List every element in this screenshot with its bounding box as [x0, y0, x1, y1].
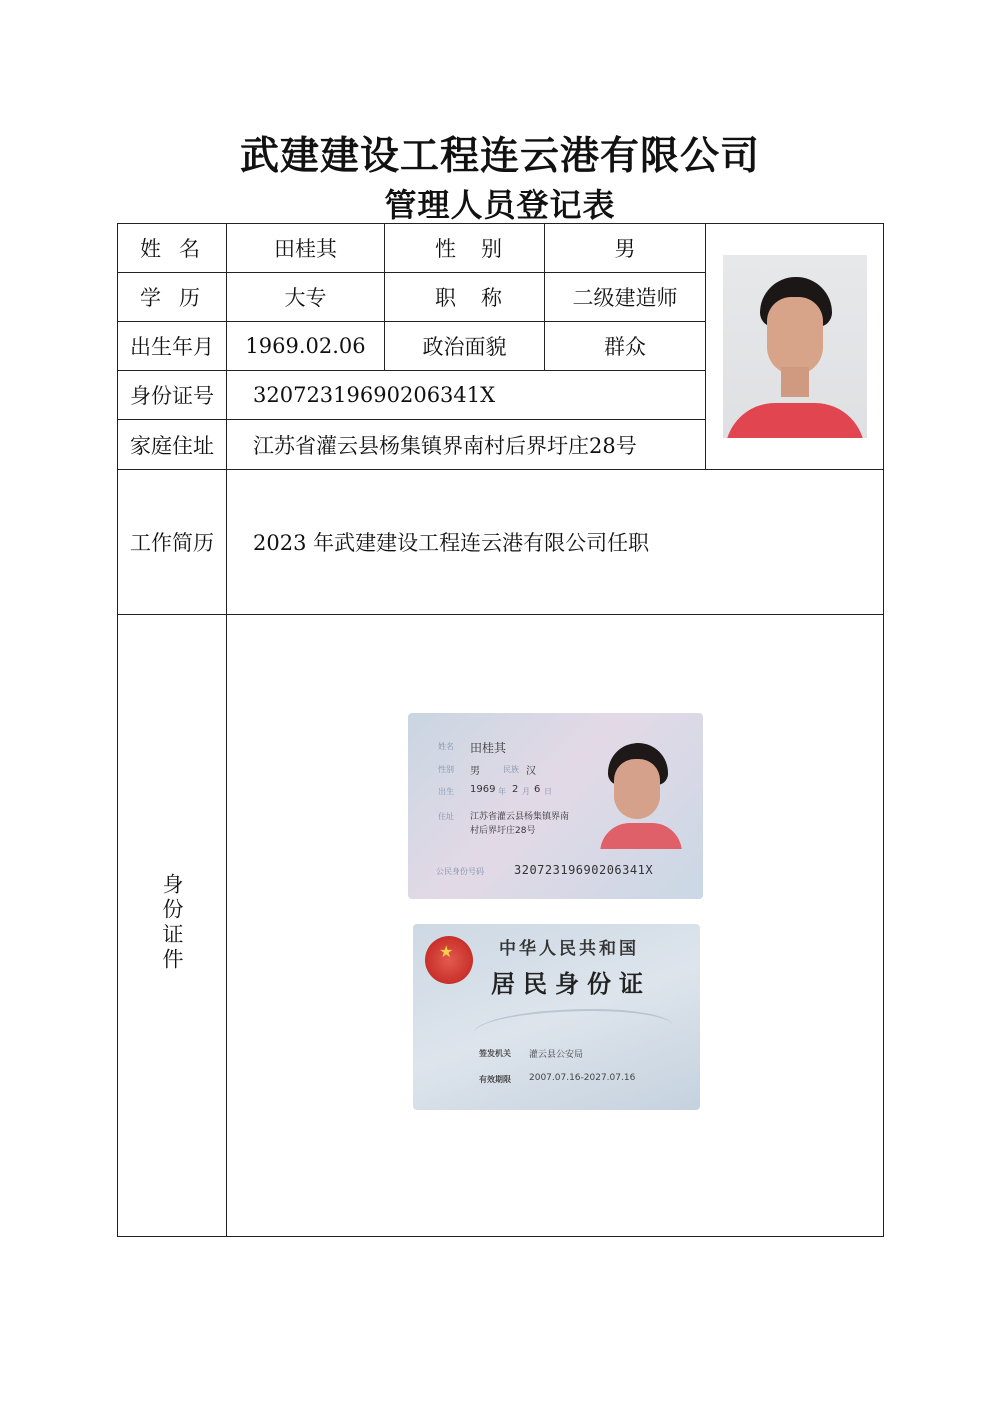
address-label: 家庭住址 — [118, 420, 227, 470]
card-gender-label: 性别 — [438, 765, 454, 774]
id-number-label: 身份证号 — [118, 371, 227, 420]
card-gender: 男 — [470, 766, 480, 777]
card-birth-day-unit: 日 — [544, 787, 552, 796]
education-label: 学 历 — [118, 273, 227, 322]
card-validity-label: 有效期限 — [479, 1075, 511, 1084]
name-label: 姓 名 — [118, 224, 227, 273]
political-label: 政治面貌 — [385, 322, 545, 371]
id-document-label: 身份证件 — [118, 615, 227, 1237]
card-ethnic-label: 民族 — [503, 765, 519, 774]
card-authority-label: 签发机关 — [479, 1049, 511, 1058]
card-birth-year-unit: 年 — [498, 787, 506, 796]
card-country: 中华人民共和国 — [499, 939, 639, 959]
work-history-label: 工作简历 — [118, 470, 227, 615]
card-address-line1: 江苏省灌云县杨集镇界南 — [470, 812, 570, 822]
card-birth-month: 2 — [512, 784, 519, 795]
card-authority: 灌云县公安局 — [529, 1050, 584, 1060]
card-ethnic: 汉 — [526, 766, 536, 777]
card-number: 32072319690206341X — [514, 863, 654, 877]
birth-value: 1969.02.06 — [227, 322, 385, 371]
address-value: 江苏省灌云县杨集镇界南村后界圩庄28号 — [227, 420, 706, 470]
card-birth-day: 6 — [534, 784, 541, 795]
birth-label: 出生年月 — [118, 322, 227, 371]
great-wall-pattern — [473, 1009, 673, 1051]
id-card-back — [413, 924, 700, 1110]
card-name-label: 姓名 — [438, 742, 454, 751]
id-card-front — [408, 713, 703, 899]
gender-value: 男 — [545, 224, 706, 273]
national-emblem-icon — [425, 936, 473, 984]
gender-label: 性 别 — [385, 224, 545, 273]
form-title: 管理人员登记表 — [384, 186, 616, 224]
card-birth-label: 出生 — [438, 787, 454, 796]
id-number-value: 32072319690206341X — [227, 371, 706, 420]
name-value: 田桂其 — [227, 224, 385, 273]
card-portrait — [600, 737, 682, 849]
job-title-value: 二级建造师 — [545, 273, 706, 322]
portrait-photo — [723, 255, 867, 438]
political-value: 群众 — [545, 322, 706, 371]
card-address-label: 住址 — [438, 812, 454, 821]
card-birth-month-unit: 月 — [522, 787, 530, 796]
card-address-line2: 村后界圩庄28号 — [470, 826, 536, 836]
card-name: 田桂其 — [470, 741, 507, 755]
card-validity: 2007.07.16-2027.07.16 — [529, 1073, 636, 1083]
photo-cell — [706, 224, 884, 470]
card-birth-year: 1969 — [470, 784, 496, 795]
company-title: 武建建设工程连云港有限公司 — [239, 134, 760, 179]
job-title-label: 职 称 — [385, 273, 545, 322]
card-number-label: 公民身份号码 — [436, 867, 484, 876]
card-title: 居民身份证 — [491, 969, 651, 998]
work-history-value: 2023 年武建建设工程连云港有限公司任职 — [227, 470, 884, 615]
education-value: 大专 — [227, 273, 385, 322]
